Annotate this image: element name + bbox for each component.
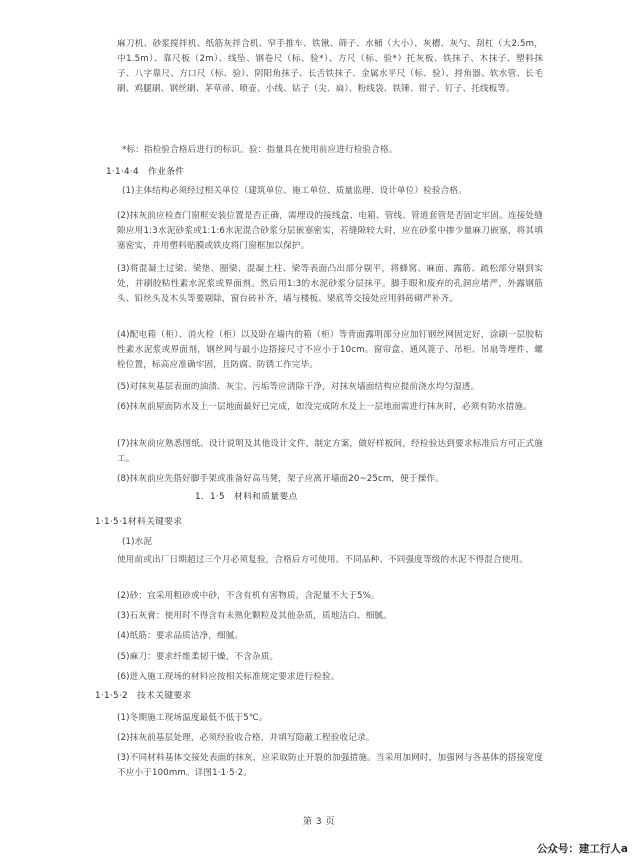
material-cement-heading: (1)水泥: [122, 537, 153, 547]
section-heading-material-key: 1·1·5·1材料关键要求: [95, 517, 183, 527]
material-item-sand: (2)砂：宜采用粗砂或中砂，不含有机有害物质，含泥量不大于5%。: [117, 591, 380, 601]
tech-item-base-treatment: (2)抹灰前基层处理，必须经验收合格，并填写隐蔽工程验收记录。: [117, 733, 375, 743]
tools-paragraph: 麻刀机、砂浆搅拌机、纸筋灰拌合机、窄手推车、铁锹、筛子、水桶（大小）、灰槽、灰勺、刮杠（大2.5m，中1.5m）、靠尺板（2m）、线坠、钢卷尺（标、验*）、方尺（标、验*）托灰板、铁抹子、木抹子、塑料抹子、八字靠尺、方口尺（标、验）、阴阳角抹子、长舌铁抹子、金属水平尺（标、验）、捋角器、软水管、长毛刷、鸡腿刷、钢丝刷、茅草帚、喷壶、小线、钻子（尖、扁）、粉线袋、铁锤、钳子、钉子、托线板等。: [117, 39, 543, 94]
material-item-lime: (3)石灰膏：使用时不得含有未熟化颗粒及其他杂质，质地洁白、细腻。: [117, 611, 392, 621]
tech-item-crack-prevention: (3)不同材料基体交接处表面的抹灰，应采取防止开裂的加强措施。当采用加网时，加强网与各基体的搭接宽度不应小于100mm。详图1·1·5·2。: [117, 753, 543, 778]
condition-item-6: (6)抹灰前屋面防水及上一层地面最好已完成，如没完成防水及上一层地面需进行抹灰时，必须有防水措施。: [117, 402, 532, 412]
tech-item-winter-temp: (1)冬期施工现场温度最低不低于5℃。: [117, 713, 268, 723]
condition-item-4: (4)配电箱（柜）、消火栓（柜）以及卧在墙内的箱（柜）等背面露明部分应加钉钢丝网固定好，涂刷一层胶粘性素水泥浆或界面剂，钢丝网与最小边搭接尺寸不应小于10cm。窗帘盒、通风篦子、吊柜、吊扇等埋件、螺栓位置，标高应准确牢固，且防腐、防锈工作完毕。: [117, 330, 543, 370]
condition-item-8: (8)抹灰前应先搭好脚手架或准备好高马凳，架子应离开墙面20~25cm，便于操作。: [117, 474, 444, 484]
note-paragraph: *标：指检验合格后进行的标识。验：指量具在使用前应进行检验合格。: [122, 145, 398, 155]
condition-item-2: (2)抹灰前应检查门窗框安装位置是否正确，需埋设的接线盒、电箱、管线、管道套管是否固定牢固。连接处缝隙应用1:3水泥砂浆或1:1:6水泥混合砂浆分层嵌塞密实，若缝隙较大时，应在砂浆中掺少量麻刀嵌塞，将其填塞密实，并用塑料贴膜或铁皮将门窗框加以保护。: [117, 211, 543, 251]
material-item-paper-fiber: (4)纸筋：要求品质洁净，细腻。: [117, 631, 244, 641]
condition-item-5: (5)对抹灰基层表面的油渍、灰尘、污垢等应清除干净，对抹灰墙面结构应提前浇水均匀湿透。: [117, 382, 480, 392]
material-item-site-inspection: (6)进入施工现场的材料应按相关标准规定要求进行检验。: [117, 672, 340, 682]
condition-item-1: (1)主体结构必须经过相关单位（建筑单位、施工单位、质量监理、设计单位）检验合格。: [122, 186, 467, 196]
condition-item-3: (3)将混凝土过梁、梁垫、圈梁、混凝土柱、梁等表面凸出部分剔平，将蜂窝、麻面、露筋、疏松部分剔到实处，并刷胶粘性素水泥浆或界面剂。然后用1:3的水泥砂浆分层抹平。脚手眼和废弃的孔洞应堵严，外露钢筋头、铅丝头及木头等要剔除，窗台砖补齐，墙与楼板、梁底等交接处应用斜砖砌严补齐。: [117, 264, 543, 304]
section-heading-tech-key: 1·1·5·2 技术关键要求: [95, 691, 192, 701]
material-item-hemp-fiber: (5)麻刀：要求纤维柔韧干燥，不含杂质。: [117, 652, 279, 662]
condition-item-7: (7)抹灰前应熟悉图纸、设计说明及其他设计文件，制定方案，做好样板间，经检验达到要求标准后方可正式施工。: [117, 439, 543, 464]
material-cement-description: 使用前或出厂日期超过三个月必须复验，合格后方可使用。不同品种、不同强度等级的水泥不得混合使用。: [117, 555, 528, 565]
section-heading-work-conditions: 1·1·4·4 作业条件: [106, 167, 185, 177]
page-number: 第 3 页: [303, 817, 335, 827]
account-watermark: 公众号：建工行人a: [536, 843, 628, 855]
section-heading-materials-quality: 1．1·5 材料和质量要点: [195, 492, 298, 502]
